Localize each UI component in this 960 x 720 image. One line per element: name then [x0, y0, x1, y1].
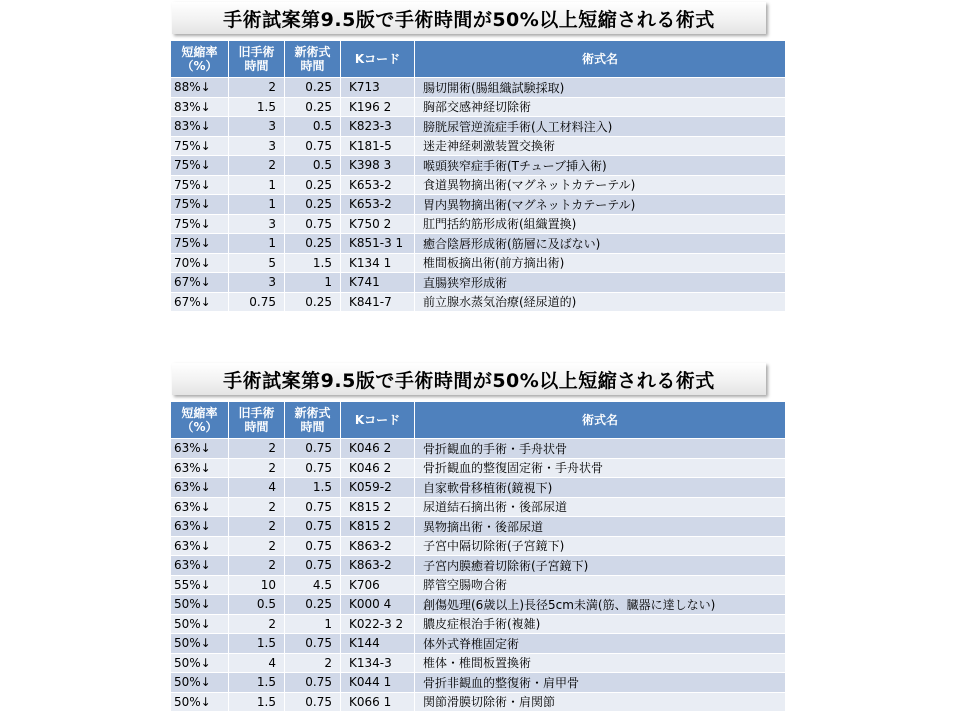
procedure-name-cell: 子宮内膜癒着切除術(子宮鏡下) [415, 556, 786, 576]
reduction-rate-cell: 63%↓ [171, 478, 229, 498]
table-row [171, 497, 786, 517]
old-time-cell: 2 [229, 78, 285, 98]
k-code-cell: K144 [341, 634, 415, 654]
procedure-name-cell: 尿道結石摘出術・後部尿道 [415, 497, 786, 517]
old-time-cell: 3 [229, 214, 285, 234]
procedure-name-cell: 肛門括約筋形成術(組織置換) [415, 214, 786, 234]
procedure-name-cell: 腸切開術(腸組織試験採取) [415, 78, 786, 98]
k-code-cell: K134 1 [341, 253, 415, 273]
procedure-name-cell: 迷走神経刺激装置交換術 [415, 136, 786, 156]
new-time-cell: 0.75 [285, 634, 341, 654]
old-time-cell: 10 [229, 575, 285, 595]
k-code-cell: K022-3 2 [341, 614, 415, 634]
table-row [171, 439, 786, 459]
old-time-cell: 1 [229, 175, 285, 195]
reduction-rate-cell: 75%↓ [171, 156, 229, 176]
table-row [171, 575, 786, 595]
new-time-cell: 0.75 [285, 692, 341, 712]
old-time-cell: 3 [229, 117, 285, 137]
table-title: 手術試案第9.5版で手術時間が50%以上短縮される術式 [172, 2, 766, 34]
header-new-time: 新術式 時間 [285, 402, 341, 439]
k-code-cell: K713 [341, 78, 415, 98]
k-code-cell: K750 2 [341, 214, 415, 234]
procedure-name-cell: 骨折観血的整復固定術・手舟状骨 [415, 458, 786, 478]
reduction-rate-cell: 50%↓ [171, 634, 229, 654]
k-code-cell: K196 2 [341, 97, 415, 117]
header-procedure-name: 術式名 [415, 41, 786, 78]
old-time-cell: 5 [229, 253, 285, 273]
procedure-table [170, 40, 786, 312]
table-row [171, 673, 786, 693]
old-time-cell: 1 [229, 195, 285, 215]
old-time-cell: 1 [229, 234, 285, 254]
procedure-name-cell: 子宮中隔切除術(子宮鏡下) [415, 536, 786, 556]
procedure-name-cell: 骨折観血的手術・手舟状骨 [415, 439, 786, 459]
procedure-name-cell: 食道異物摘出術(マグネットカテーテル) [415, 175, 786, 195]
procedure-name-cell: 自家軟骨移植術(鏡視下) [415, 478, 786, 498]
table-title: 手術試案第9.5版で手術時間が50%以上短縮される術式 [172, 363, 766, 395]
table-section-2 [170, 363, 785, 712]
old-time-cell: 3 [229, 136, 285, 156]
k-code-cell: K741 [341, 273, 415, 293]
procedure-name-cell: 創傷処理(6歳以上)長径5cm未満(筋、臓器に達しない) [415, 595, 786, 615]
new-time-cell: 0.75 [285, 458, 341, 478]
table-row [171, 117, 786, 137]
old-time-cell: 0.75 [229, 292, 285, 312]
reduction-rate-cell: 75%↓ [171, 234, 229, 254]
table-row [171, 156, 786, 176]
reduction-rate-cell: 63%↓ [171, 439, 229, 459]
header-row [171, 402, 786, 439]
old-time-cell: 3 [229, 273, 285, 293]
reduction-rate-cell: 50%↓ [171, 653, 229, 673]
header-procedure-name: 術式名 [415, 402, 786, 439]
new-time-cell: 0.25 [285, 195, 341, 215]
procedure-name-cell: 膿皮症根治手術(複雑) [415, 614, 786, 634]
new-time-cell: 0.75 [285, 673, 341, 693]
table-row [171, 478, 786, 498]
new-time-cell: 0.25 [285, 97, 341, 117]
old-time-cell: 2 [229, 517, 285, 537]
k-code-cell: K851-3 1 [341, 234, 415, 254]
table-row [171, 614, 786, 634]
reduction-rate-cell: 63%↓ [171, 497, 229, 517]
table-row [171, 195, 786, 215]
header-reduction-rate: 短縮率 （%） [171, 402, 229, 439]
reduction-rate-cell: 55%↓ [171, 575, 229, 595]
header-k-code: Kコード [341, 41, 415, 78]
k-code-cell: K863-2 [341, 536, 415, 556]
new-time-cell: 0.5 [285, 156, 341, 176]
k-code-cell: K066 1 [341, 692, 415, 712]
reduction-rate-cell: 70%↓ [171, 253, 229, 273]
procedure-name-cell: 関節滑膜切除術・肩関節 [415, 692, 786, 712]
new-time-cell: 1.5 [285, 478, 341, 498]
header-old-time: 旧手術 時間 [229, 402, 285, 439]
header-old-time: 旧手術 時間 [229, 41, 285, 78]
reduction-rate-cell: 63%↓ [171, 458, 229, 478]
procedure-name-cell: 癒合陰唇形成術(筋層に及ばない) [415, 234, 786, 254]
table-section-1 [170, 2, 785, 312]
reduction-rate-cell: 67%↓ [171, 273, 229, 293]
old-time-cell: 2 [229, 536, 285, 556]
procedure-name-cell: 椎体・椎間板置換術 [415, 653, 786, 673]
new-time-cell: 0.25 [285, 175, 341, 195]
new-time-cell: 0.75 [285, 214, 341, 234]
table-row [171, 556, 786, 576]
table-row [171, 292, 786, 312]
k-code-cell: K653-2 [341, 195, 415, 215]
table-row [171, 634, 786, 654]
k-code-cell: K815 2 [341, 497, 415, 517]
k-code-cell: K706 [341, 575, 415, 595]
header-new-time: 新術式 時間 [285, 41, 341, 78]
reduction-rate-cell: 50%↓ [171, 673, 229, 693]
procedure-name-cell: 膵管空腸吻合術 [415, 575, 786, 595]
header-k-code: Kコード [341, 402, 415, 439]
table-body [171, 439, 786, 712]
k-code-cell: K046 2 [341, 458, 415, 478]
new-time-cell: 0.25 [285, 595, 341, 615]
procedure-name-cell: 異物摘出術・後部尿道 [415, 517, 786, 537]
table-row [171, 517, 786, 537]
reduction-rate-cell: 88%↓ [171, 78, 229, 98]
k-code-cell: K134-3 [341, 653, 415, 673]
new-time-cell: 1 [285, 273, 341, 293]
k-code-cell: K653-2 [341, 175, 415, 195]
new-time-cell: 4.5 [285, 575, 341, 595]
procedure-name-cell: 体外式脊椎固定術 [415, 634, 786, 654]
reduction-rate-cell: 83%↓ [171, 97, 229, 117]
k-code-cell: K181-5 [341, 136, 415, 156]
k-code-cell: K044 1 [341, 673, 415, 693]
new-time-cell: 0.25 [285, 78, 341, 98]
old-time-cell: 2 [229, 556, 285, 576]
old-time-cell: 2 [229, 439, 285, 459]
reduction-rate-cell: 63%↓ [171, 517, 229, 537]
old-time-cell: 0.5 [229, 595, 285, 615]
old-time-cell: 4 [229, 653, 285, 673]
old-time-cell: 2 [229, 497, 285, 517]
reduction-rate-cell: 50%↓ [171, 595, 229, 615]
old-time-cell: 2 [229, 458, 285, 478]
new-time-cell: 0.5 [285, 117, 341, 137]
table-row [171, 273, 786, 293]
new-time-cell: 0.75 [285, 439, 341, 459]
reduction-rate-cell: 83%↓ [171, 117, 229, 137]
table-row [171, 214, 786, 234]
table-row [171, 253, 786, 273]
old-time-cell: 1.5 [229, 673, 285, 693]
table-row [171, 78, 786, 98]
old-time-cell: 1.5 [229, 97, 285, 117]
new-time-cell: 2 [285, 653, 341, 673]
new-time-cell: 0.75 [285, 497, 341, 517]
k-code-cell: K815 2 [341, 517, 415, 537]
k-code-cell: K000 4 [341, 595, 415, 615]
new-time-cell: 1.5 [285, 253, 341, 273]
table-body [171, 78, 786, 312]
table-row [171, 692, 786, 712]
table-row [171, 136, 786, 156]
reduction-rate-cell: 75%↓ [171, 214, 229, 234]
procedure-table [170, 401, 786, 712]
old-time-cell: 1.5 [229, 692, 285, 712]
procedure-name-cell: 前立腺水蒸気治療(経尿道的) [415, 292, 786, 312]
new-time-cell: 0.75 [285, 517, 341, 537]
table-row [171, 97, 786, 117]
old-time-cell: 2 [229, 156, 285, 176]
table-row [171, 458, 786, 478]
table-row [171, 653, 786, 673]
procedure-name-cell: 胃内異物摘出術(マグネットカテーテル) [415, 195, 786, 215]
procedure-name-cell: 直腸狭窄形成術 [415, 273, 786, 293]
procedure-name-cell: 骨折非観血的整復術・肩甲骨 [415, 673, 786, 693]
new-time-cell: 0.75 [285, 136, 341, 156]
reduction-rate-cell: 50%↓ [171, 692, 229, 712]
reduction-rate-cell: 63%↓ [171, 536, 229, 556]
procedure-name-cell: 喉頭狭窄症手術(Tチューブ挿入術) [415, 156, 786, 176]
reduction-rate-cell: 63%↓ [171, 556, 229, 576]
reduction-rate-cell: 50%↓ [171, 614, 229, 634]
reduction-rate-cell: 75%↓ [171, 175, 229, 195]
k-code-cell: K863-2 [341, 556, 415, 576]
new-time-cell: 0.25 [285, 234, 341, 254]
reduction-rate-cell: 75%↓ [171, 136, 229, 156]
old-time-cell: 2 [229, 614, 285, 634]
procedure-name-cell: 椎間板摘出術(前方摘出術) [415, 253, 786, 273]
new-time-cell: 0.25 [285, 292, 341, 312]
k-code-cell: K059-2 [341, 478, 415, 498]
reduction-rate-cell: 75%↓ [171, 195, 229, 215]
procedure-name-cell: 膀胱尿管逆流症手術(人工材料注入) [415, 117, 786, 137]
k-code-cell: K046 2 [341, 439, 415, 459]
reduction-rate-cell: 67%↓ [171, 292, 229, 312]
table-row [171, 175, 786, 195]
header-row [171, 41, 786, 78]
header-reduction-rate: 短縮率 （%） [171, 41, 229, 78]
old-time-cell: 1.5 [229, 634, 285, 654]
old-time-cell: 4 [229, 478, 285, 498]
k-code-cell: K823-3 [341, 117, 415, 137]
new-time-cell: 0.75 [285, 556, 341, 576]
k-code-cell: K841-7 [341, 292, 415, 312]
new-time-cell: 0.75 [285, 536, 341, 556]
table-row [171, 234, 786, 254]
procedure-name-cell: 胸部交感神経切除術 [415, 97, 786, 117]
table-row [171, 595, 786, 615]
k-code-cell: K398 3 [341, 156, 415, 176]
table-row [171, 536, 786, 556]
new-time-cell: 1 [285, 614, 341, 634]
